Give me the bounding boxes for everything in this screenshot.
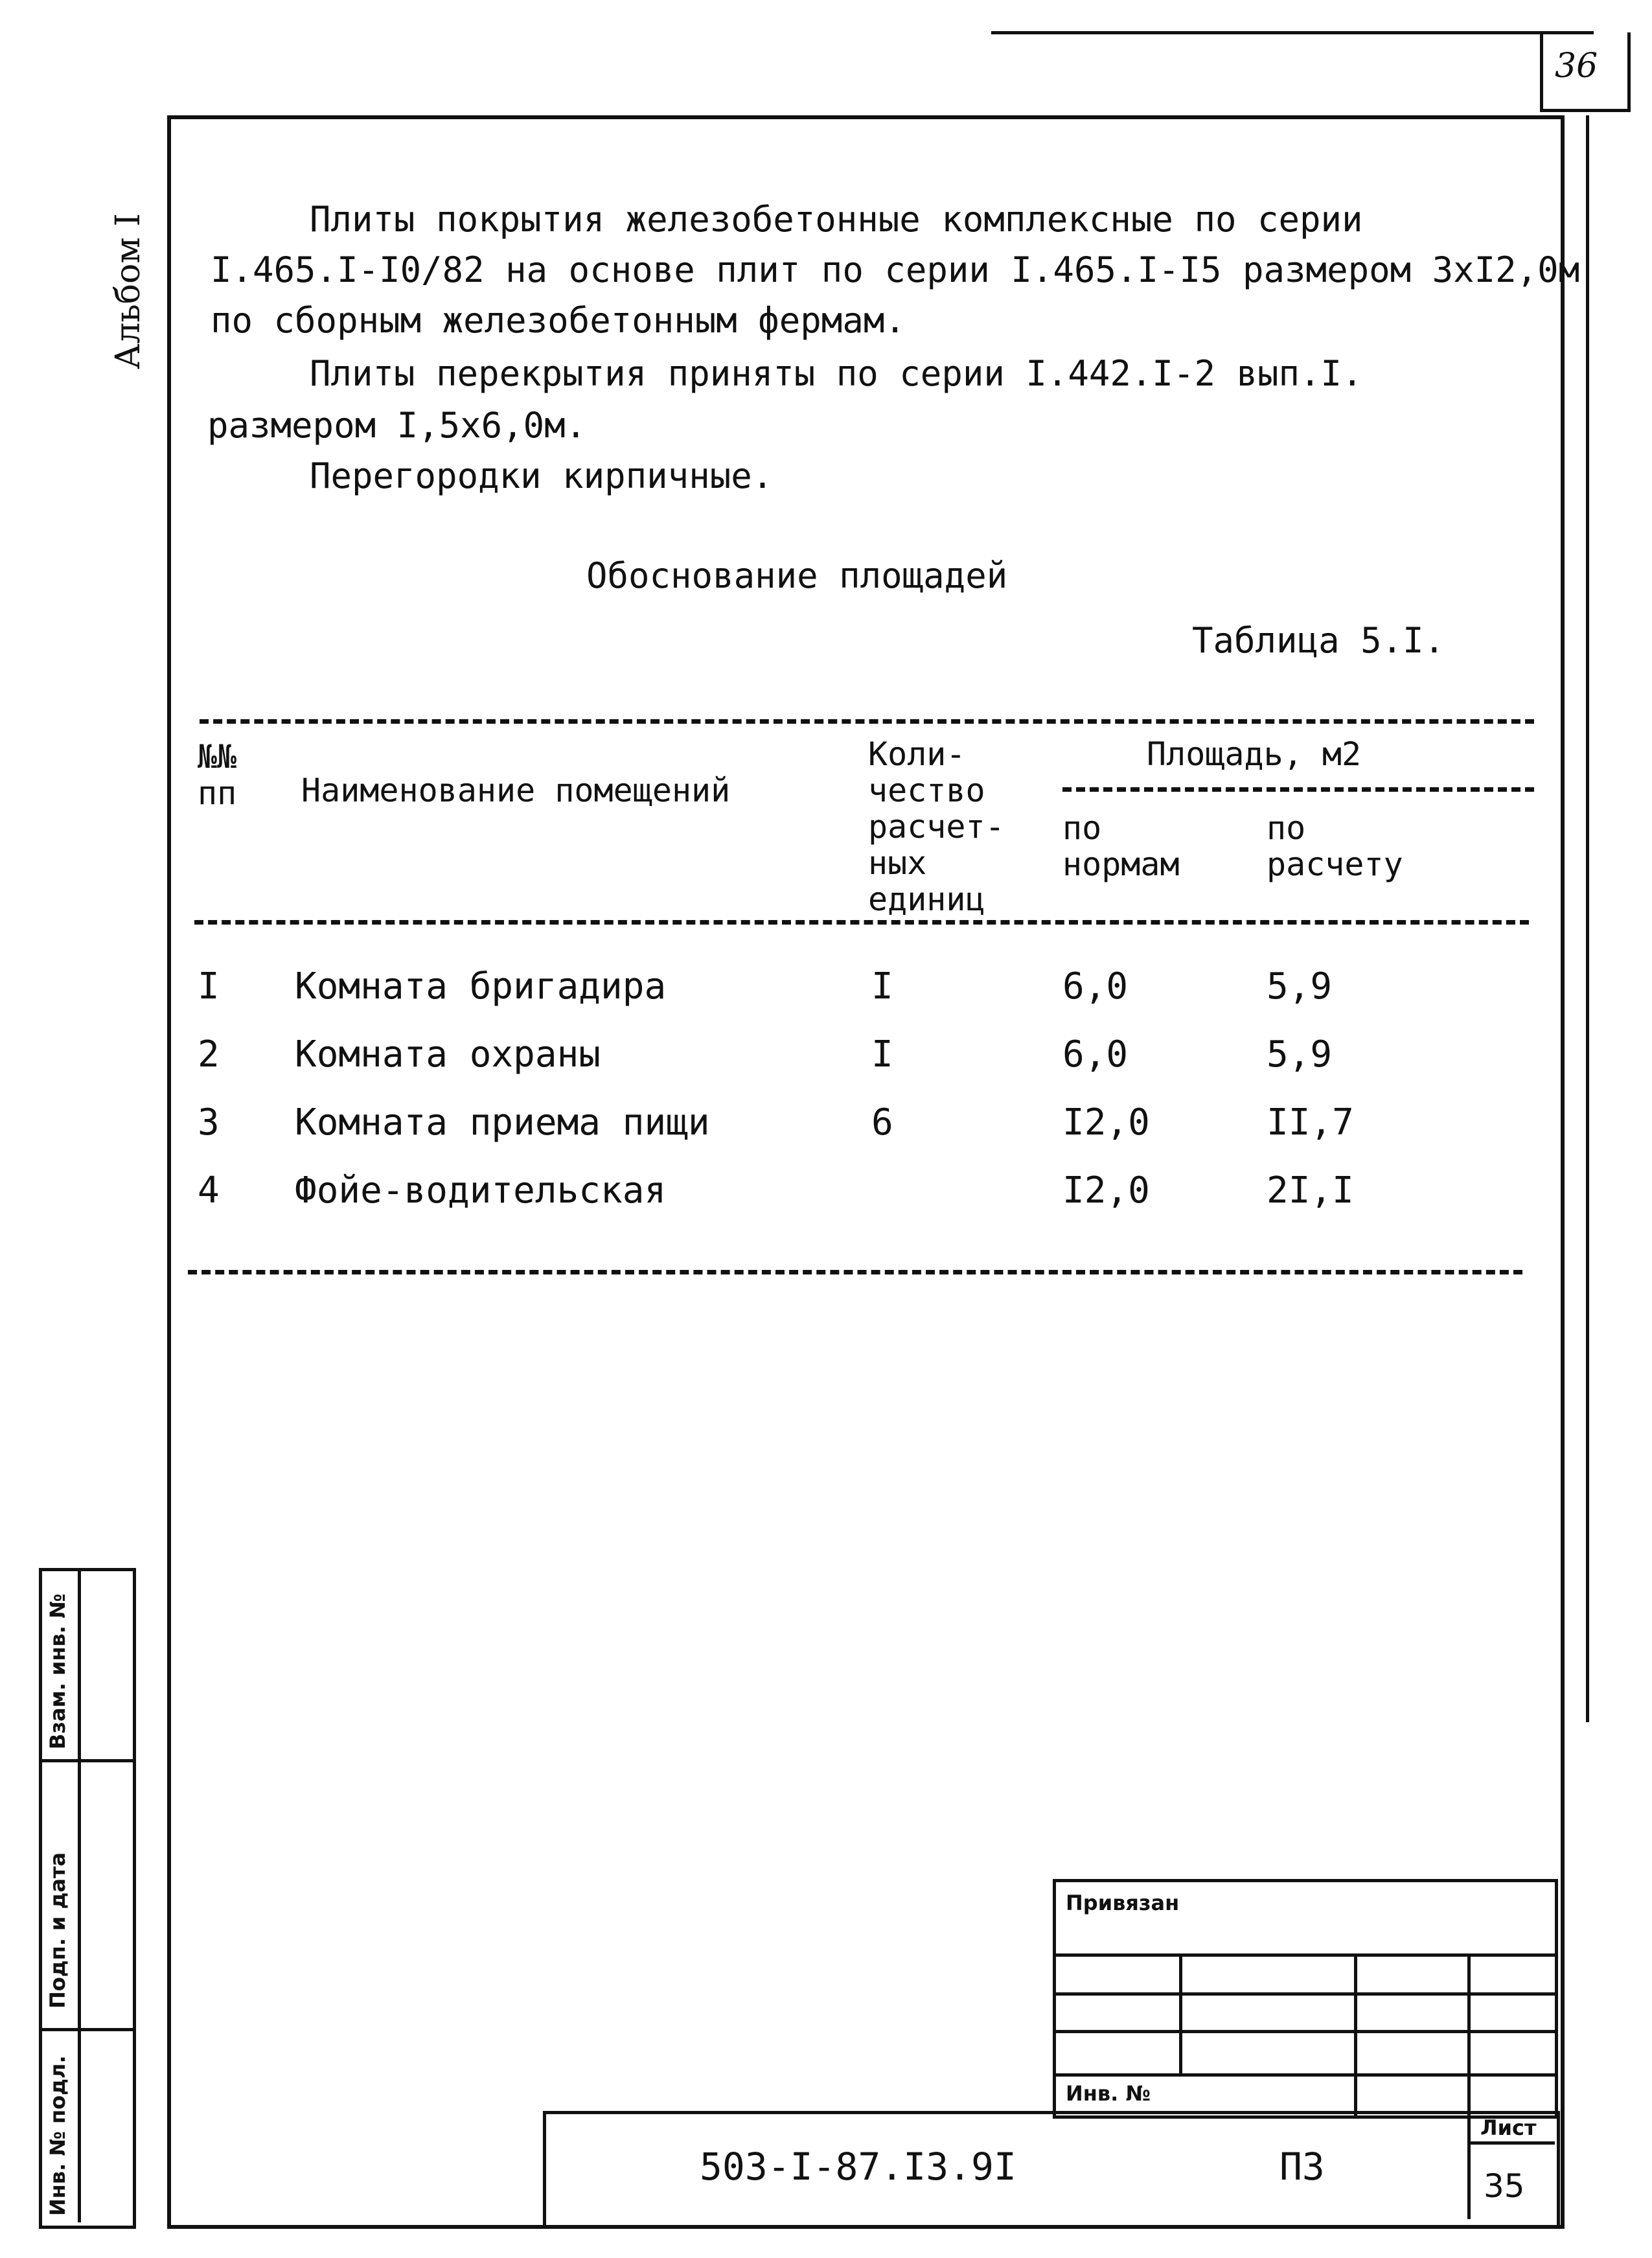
doc-code: 503-I-87.I3.9I bbox=[700, 2145, 1016, 2189]
table-caption: Таблица 5.I. bbox=[1192, 620, 1445, 661]
row-calc: 5,9 bbox=[1267, 965, 1333, 1008]
row-norm: 6,0 bbox=[1062, 965, 1129, 1008]
row-name: Комната приема пищи bbox=[295, 1101, 710, 1144]
area-subheader-rule bbox=[1062, 787, 1534, 792]
row-norm: I2,0 bbox=[1062, 1101, 1150, 1144]
row-name: Комната охраны bbox=[295, 1033, 601, 1076]
header-qty-5: единиц bbox=[868, 881, 985, 918]
row-qty: I bbox=[871, 1033, 893, 1076]
section-code: ПЗ bbox=[1279, 2145, 1325, 2189]
tb-vline-2 bbox=[1354, 1953, 1357, 2115]
sheet-label: Лист bbox=[1480, 2115, 1537, 2140]
header-norm-1: по bbox=[1062, 809, 1102, 847]
header-calc-2: расчету bbox=[1267, 846, 1403, 883]
row-num: 4 bbox=[198, 1169, 220, 1212]
row-norm: I2,0 bbox=[1062, 1169, 1150, 1212]
row-calc: 5,9 bbox=[1267, 1033, 1333, 1076]
row-qty: 6 bbox=[871, 1101, 893, 1144]
header-num-2: пп bbox=[198, 774, 237, 812]
row-num: I bbox=[198, 965, 220, 1008]
header-qty-4: ных bbox=[868, 844, 927, 882]
header-num-1: №№ bbox=[198, 738, 237, 776]
header-area: Площадь, м2 bbox=[1147, 735, 1362, 773]
tb-line-1 bbox=[1053, 1953, 1555, 1957]
inv-replace-label: Взам. инв. № bbox=[45, 1593, 70, 1749]
row-num: 3 bbox=[198, 1101, 220, 1144]
privyazan-label: Привязан bbox=[1066, 1891, 1180, 1915]
row-num: 2 bbox=[198, 1033, 220, 1076]
row-norm: 6,0 bbox=[1062, 1033, 1129, 1076]
intro-line-2: I.465.I-I0/82 на основе плит по серии I.465.I-I5 размером 3хI2,0м bbox=[211, 249, 1580, 290]
sign-date-label: Подп. и дата bbox=[45, 1852, 70, 2009]
top-edge-line bbox=[991, 31, 1594, 34]
intro-line-1: Плиты покрытия железобетонные комплексные по серии bbox=[310, 199, 1363, 240]
row-name: Фойе-водительская bbox=[295, 1169, 667, 1212]
table-top-rule bbox=[200, 719, 1534, 724]
section-title: Обоснование площадей bbox=[586, 555, 1008, 596]
tb-line-4 bbox=[1053, 2073, 1555, 2077]
intro-line-4: Плиты перекрытия приняты по серии I.442.I-2 вып.I. bbox=[310, 353, 1363, 394]
tb-vline-1 bbox=[1179, 1953, 1182, 2073]
frame-right-shadow bbox=[1586, 115, 1589, 1722]
intro-line-3: по сборным железобетонным фермам. bbox=[211, 300, 906, 341]
table-bottom-rule bbox=[188, 1270, 1522, 1274]
header-qty-1: Коли- bbox=[868, 735, 966, 773]
title-block-main bbox=[543, 2111, 1560, 2229]
sheet-number: 35 bbox=[1484, 2167, 1525, 2205]
sheet-label-divider bbox=[1467, 2141, 1555, 2145]
row-name: Комната бригадира bbox=[295, 965, 667, 1008]
header-qty-3: расчет- bbox=[868, 808, 1005, 846]
row-calc: 2I,I bbox=[1267, 1169, 1354, 1212]
table-header-bottom-rule bbox=[194, 920, 1529, 925]
header-name: Наименование помещений bbox=[301, 772, 731, 809]
inv-no-label: Инв. № bbox=[1066, 2081, 1151, 2106]
intro-line-6: Перегородки кирпичные. bbox=[310, 455, 774, 496]
album-label: Альбом I bbox=[109, 213, 148, 369]
side-stamp-row-1 bbox=[39, 1759, 133, 1762]
tb-line-3 bbox=[1053, 2030, 1555, 2033]
tb-line-2 bbox=[1053, 1992, 1555, 1996]
corner-page-number: 36 bbox=[1555, 47, 1598, 86]
intro-line-5: размером I,5х6,0м. bbox=[207, 405, 587, 446]
inv-orig-label: Инв. № подл. bbox=[45, 2055, 70, 2216]
header-qty-2: чество bbox=[868, 772, 985, 809]
header-norm-2: нормам bbox=[1062, 846, 1180, 883]
row-qty: I bbox=[871, 965, 893, 1008]
header-calc-1: по bbox=[1267, 809, 1306, 847]
side-stamp-divider bbox=[78, 1568, 81, 2222]
row-calc: II,7 bbox=[1267, 1101, 1354, 1144]
side-stamp-row-2 bbox=[39, 2028, 133, 2031]
